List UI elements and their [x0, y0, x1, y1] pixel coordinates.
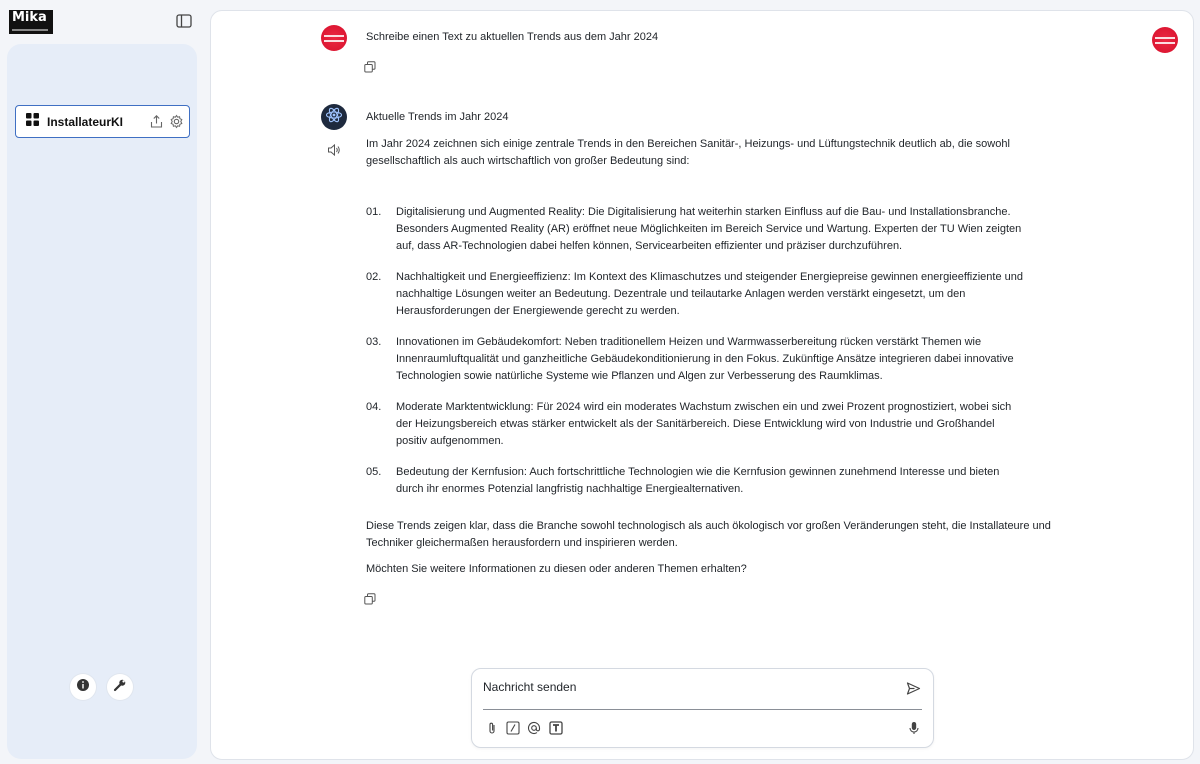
- gear-icon[interactable]: [169, 114, 184, 129]
- wrench-icon: [113, 678, 127, 697]
- assistant-panel: [7, 44, 197, 759]
- chat-area: [210, 10, 1194, 760]
- list-item: [366, 269, 1026, 320]
- list-item-text: Innovationen im Gebäudekomfort: Neben traditionellem Heizen und Warmwasserbereitung rücken verstärkt Themen wie Innenraumluftqualität und ganzheitliche Gebäudekonditionierung in den Fokus. Zukünftige Ansätze integrieren dabei innovative Technologien sowie natürliche Systeme wie Pflanzen und Algen zur Verbesserung des Raumklimas.: [396, 336, 1014, 382]
- microphone-icon[interactable]: [907, 721, 921, 735]
- app-logo: [9, 10, 53, 34]
- sidebar-item-installateurki[interactable]: [15, 105, 190, 138]
- slash-command-icon[interactable]: [506, 721, 520, 735]
- reply-heading: Aktuelle Trends im Jahr 2024: [366, 111, 509, 123]
- list-item-text: Digitalisierung und Augmented Reality: Die Digitalisierung hat weiterhin starken Einfluss auf die Bau- und Installationsbranche. Besonders Augmented Reality (AR) eröffnet neue Möglichkeiten im Bereich Service und Wartung. Experten der TU Wien zeigten auf, dass AR-Technologien dabei helfen können, Servicearbeiten effizienter und präziser durchzuführen.: [396, 206, 1022, 252]
- message-input[interactable]: [483, 677, 893, 697]
- list-item-number: 05.: [366, 466, 382, 478]
- copy-icon[interactable]: [364, 60, 376, 72]
- composer-divider: [483, 709, 922, 710]
- atom-icon: [325, 106, 343, 129]
- list-item: [366, 204, 1026, 255]
- reply-conclusion: Diese Trends zeigen klar, dass die Branche sowohl technologisch als auch ökologisch vor großen Veränderungen steht, die Installateure und Techniker gleichermaßen herausfordern und inspirieren werden.: [366, 520, 1051, 549]
- send-icon[interactable]: [906, 681, 921, 696]
- grid-icon: [26, 113, 39, 131]
- info-button[interactable]: [70, 674, 96, 700]
- copy-icon[interactable]: [364, 592, 376, 604]
- list-item-number: 02.: [366, 271, 382, 283]
- toggle-sidebar-icon[interactable]: [176, 13, 192, 29]
- mention-icon[interactable]: [527, 721, 541, 735]
- share-icon[interactable]: [149, 114, 164, 129]
- app-logo-text: Mika: [12, 10, 47, 25]
- list-item-text: Bedeutung der Kernfusion: Auch fortschrittliche Technologien wie die Kernfusion gewinnen zunehmend Interesse und bieten durch ihr enormes Potenzial langfristig nachhaltige Energiealternativen.: [396, 466, 1000, 495]
- user-avatar: [321, 25, 347, 51]
- speaker-icon[interactable]: [327, 143, 341, 157]
- list-item: [366, 399, 1026, 450]
- message-composer: [471, 668, 934, 748]
- assistant-avatar: [321, 104, 347, 130]
- reply-question: Möchten Sie weitere Informationen zu diesen oder anderen Themen erhalten?: [366, 563, 747, 575]
- trend-list: [366, 204, 1026, 512]
- list-item-text: Nachhaltigkeit und Energieeffizienz: Im Kontext des Klimaschutzes und steigender Energiepreise gewinnen energieeffiziente und nachhaltige Lösungen weiter an Bedeutung. Dezentrale und teilautarke Anlagen werden verstärkt eingesetzt, um den Herausforderungen der Energiewende gerecht zu werden.: [396, 271, 1023, 317]
- account-avatar[interactable]: [1152, 27, 1178, 53]
- attachment-icon[interactable]: [485, 721, 499, 735]
- user-message: Schreibe einen Text zu aktuellen Trends aus dem Jahr 2024: [366, 31, 659, 43]
- list-item-number: 04.: [366, 401, 382, 413]
- info-icon: [76, 678, 90, 697]
- list-item-text: Moderate Marktentwicklung: Für 2024 wird ein moderates Wachstum zwischen ein und zwei Prozent prognostiziert, wobei sich der Heizungsbereich etwas stärker entwickelt als der Sanitärbereich. Diese Entwicklung wird von Industrie und Großhandel positiv aufgenommen.: [396, 401, 1012, 447]
- list-item-number: 03.: [366, 336, 382, 348]
- sidebar: [0, 0, 204, 764]
- tools-button[interactable]: [107, 674, 133, 700]
- list-item-number: 01.: [366, 206, 382, 218]
- reply-intro: Im Jahr 2024 zeichnen sich einige zentrale Trends in den Bereichen Sanitär-, Heizungs- und Lüftungstechnik deutlich ab, die sowohl gesellschaftlich als auch wirtschaftlich von großer Bedeutung sind:: [366, 138, 1010, 167]
- sidebar-item-label: InstallateurKI: [47, 114, 124, 129]
- list-item: [366, 334, 1026, 385]
- list-item: [366, 464, 1026, 498]
- text-format-icon[interactable]: [549, 721, 563, 735]
